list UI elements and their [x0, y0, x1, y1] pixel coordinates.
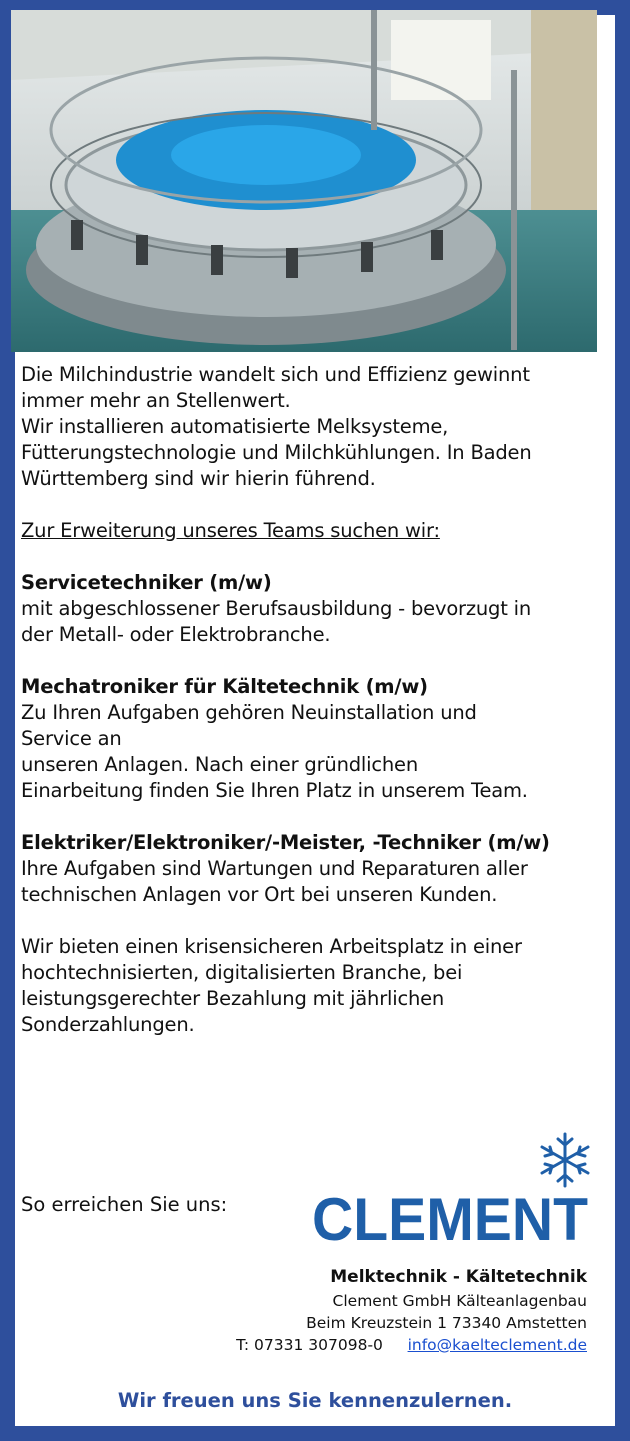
company-email-link[interactable]: info@kaelteclement.de [407, 1336, 587, 1354]
job-title: Servicetechniker (m/w) [21, 571, 272, 594]
ad-body [21, 362, 591, 1038]
company-phone: T: 07331 307098-0 [236, 1336, 383, 1354]
job-description-line: der Metall- oder Elektrobranche. [21, 623, 331, 646]
job-description-line: Einarbeitung finden Sie Ihren Platz in unserem Team. [21, 779, 528, 802]
company-address: Beim Kreuzstein 1 73340 Amstetten [306, 1314, 587, 1332]
snowflake-icon [542, 1134, 588, 1186]
job-title: Elektriker/Elektroniker/-Meister, -Techniker (m/w) [21, 831, 550, 854]
job-description-line: Service an [21, 727, 122, 750]
seeking-heading: Zur Erweiterung unseres Teams suchen wir: [21, 519, 440, 542]
closing-line: Wir freuen uns Sie kennenzulernen. [117, 1389, 513, 1412]
intro-line: Fütterungstechnologie und Milchkühlungen. In Baden [21, 441, 532, 464]
intro-line: immer mehr an Stellenwert. [21, 389, 291, 412]
milking-parlor-photo [11, 10, 597, 352]
company-tagline: Melktechnik - Kältetechnik [330, 1267, 587, 1287]
intro-line: Württemberg sind wir hierin führend. [21, 467, 376, 490]
job-description-line: mit abgeschlossener Berufsausbildung - bevorzugt in [21, 597, 532, 620]
offer-line: leistungsgerechter Bezahlung mit jährlichen [21, 987, 445, 1010]
job-description-line: Ihre Aufgaben sind Wartungen und Reparaturen aller [21, 857, 528, 880]
job-description-line: technischen Anlagen vor Ort bei unseren Kunden. [21, 883, 498, 906]
job-description-line: Zu Ihren Aufgaben gehören Neuinstallation und [21, 701, 477, 724]
offer-line: hochtechnisierten, digitalisierten Branche, bei [21, 961, 463, 984]
job-title: Mechatroniker für Kältetechnik (m/w) [21, 675, 428, 698]
intro-line: Wir installieren automatisierte Melksysteme, [21, 415, 449, 438]
job-description-line: unseren Anlagen. Nach einer gründlichen [21, 753, 418, 776]
clement-logo [312, 1132, 592, 1260]
contact-label: So erreichen Sie uns: [21, 1193, 228, 1216]
company-contact [236, 1264, 587, 1356]
logo-text: CLEMENT [312, 1186, 588, 1253]
company-name: Clement GmbH Kälteanlagenbau [332, 1292, 587, 1310]
intro-line: Die Milchindustrie wandelt sich und Effizienz gewinnt [21, 363, 530, 386]
offer-line: Sonderzahlungen. [21, 1013, 195, 1036]
offer-line: Wir bieten einen krisensicheren Arbeitsplatz in einer [21, 935, 522, 958]
